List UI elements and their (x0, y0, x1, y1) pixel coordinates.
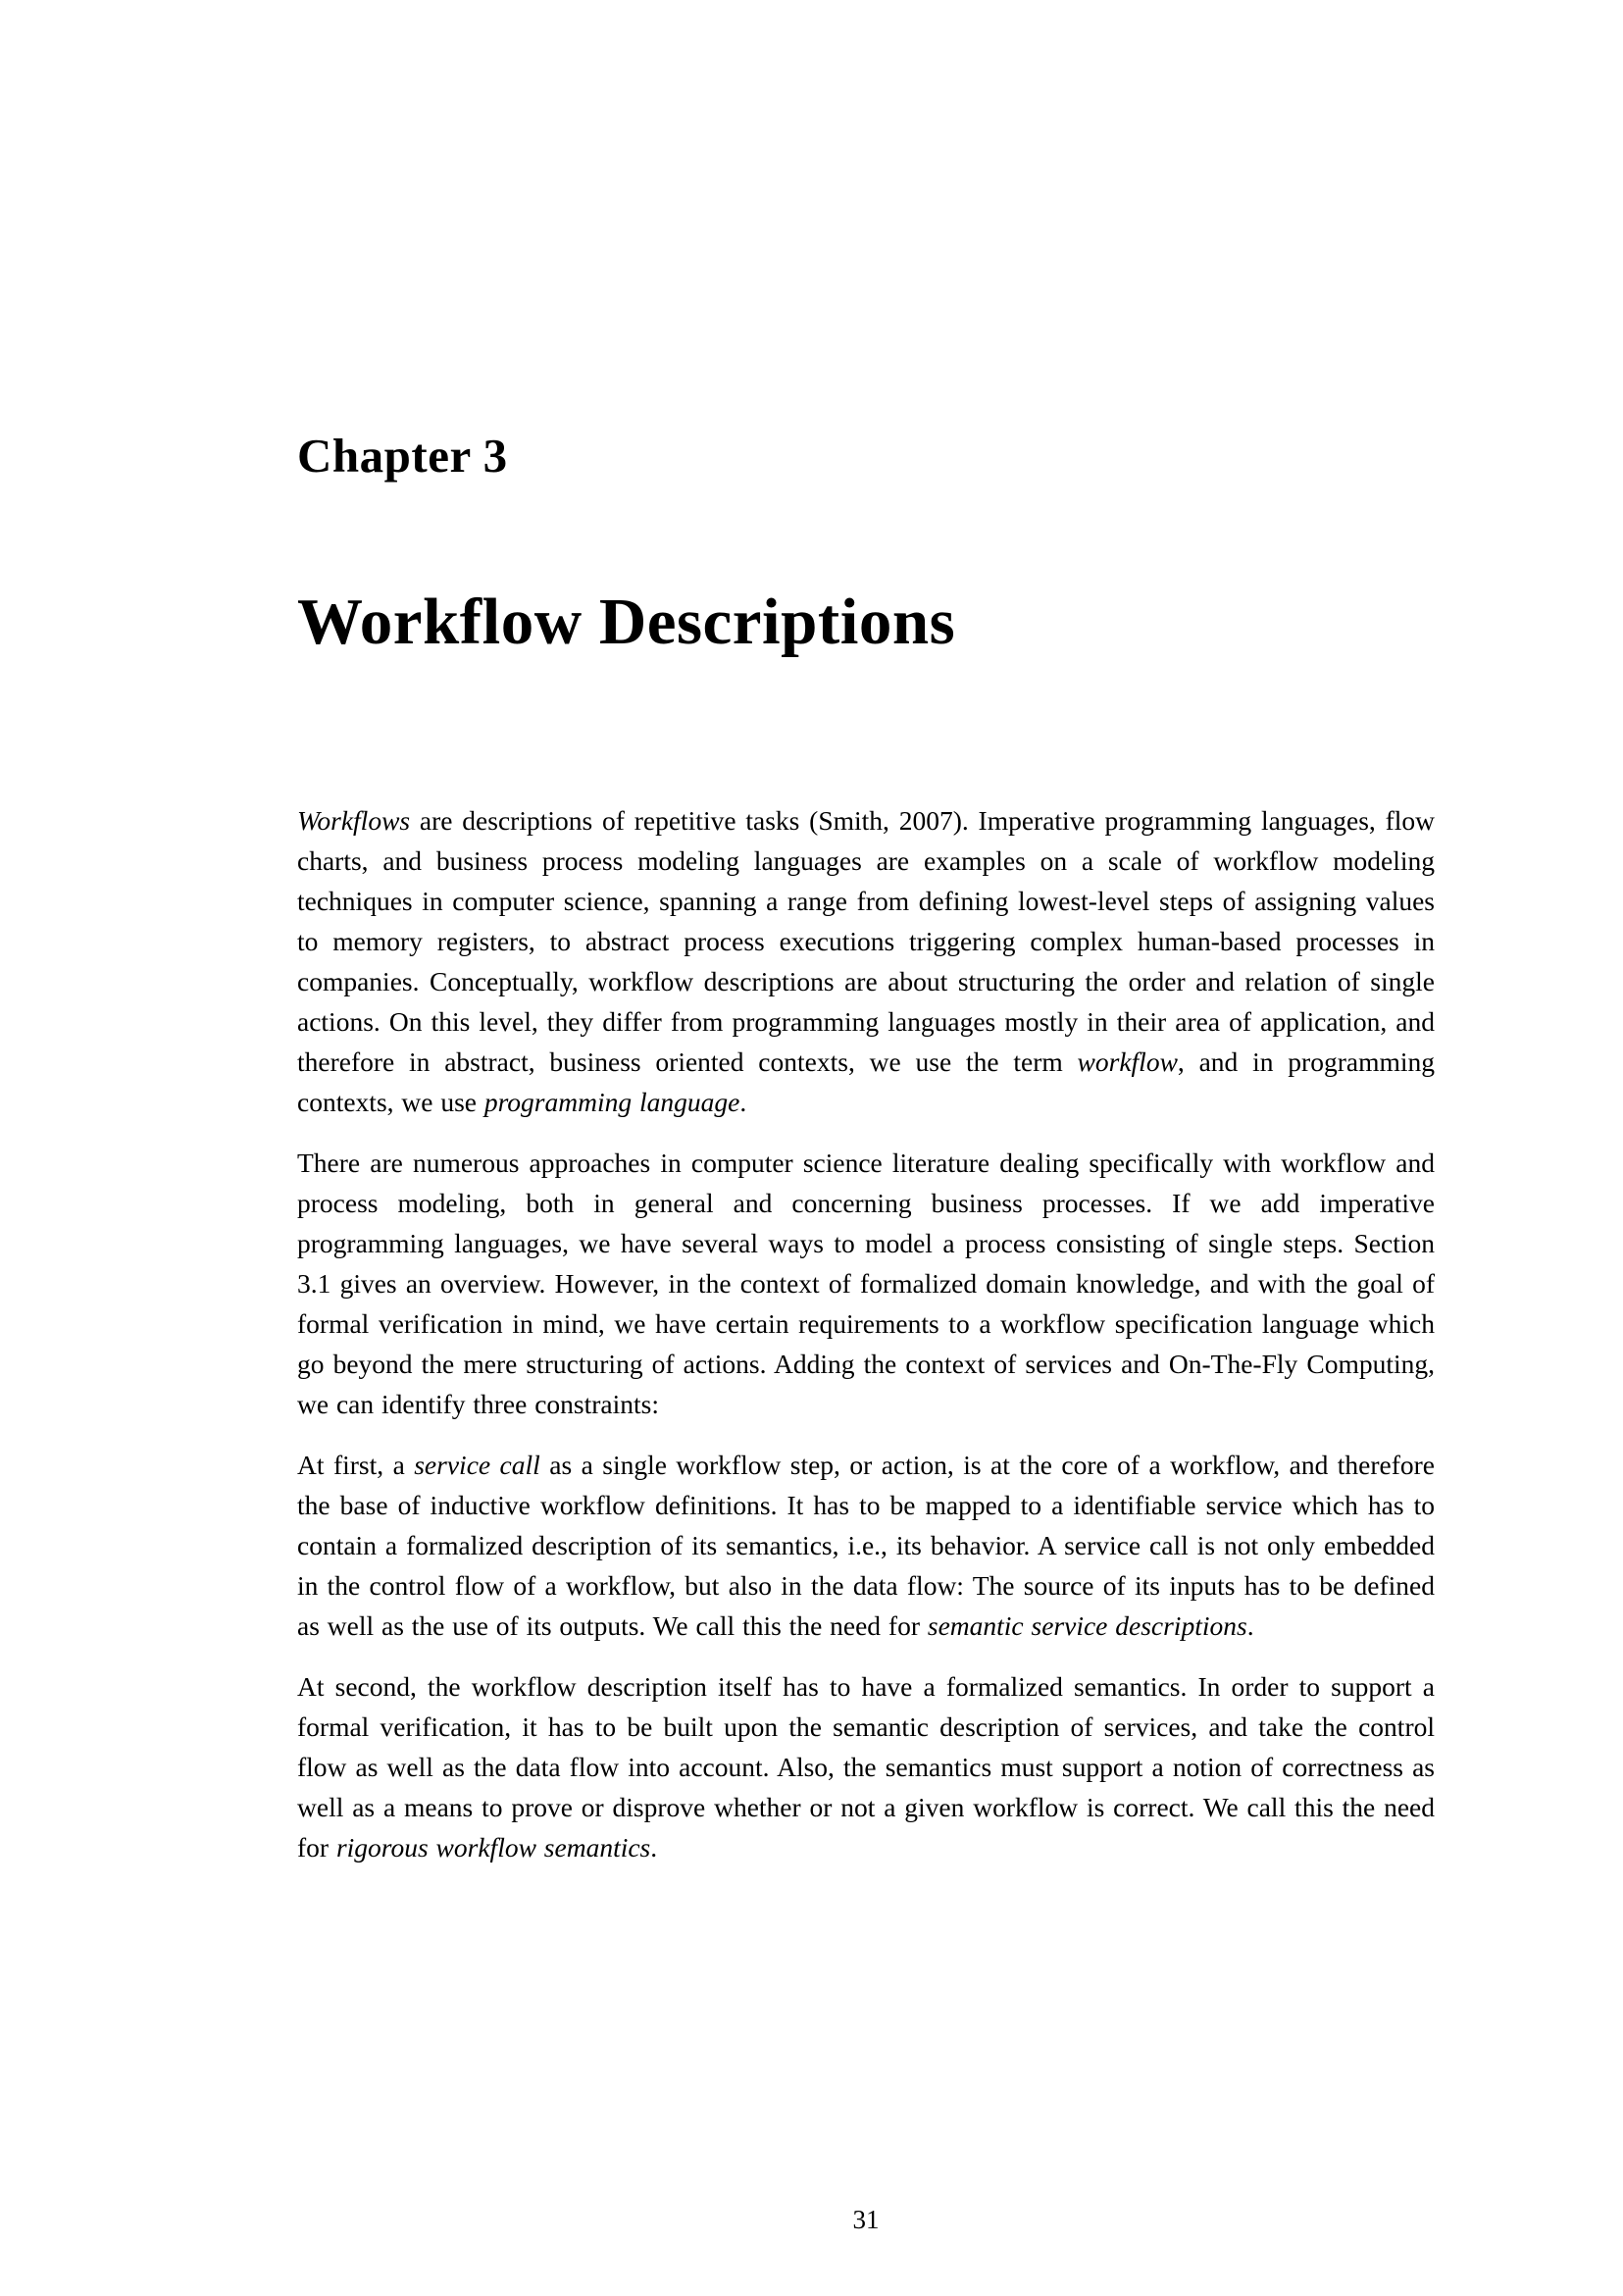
chapter-title-heading: Workflow Descriptions (297, 586, 956, 658)
chapter-body (297, 800, 1435, 1867)
paragraph-intro: Workflows are descriptions of repetitive tasks (Smith, 2007). Imperative programming languages, flow charts, and business process modeling languages are examples on a scale of workflow modeling techniques in computer science, spanning a range from defining lowest-level steps of assigning values to memory registers, to abstract process executions triggering complex human-based processes in companies. Conceptually, workflow descriptions are about structuring the order and relation of single actions. On this level, they differ from programming languages mostly in their area of application, and therefore in abstract, business oriented contexts, we use the term workflow, and in programming contexts, we use programming language. (297, 805, 1435, 1117)
page-number: 31 (852, 2205, 880, 2234)
text-block (297, 429, 1436, 1888)
paragraph-first-constraint: At first, a service call as a single workflow step, or action, is at the core of a workflow, and therefore the base of inductive workflow definitions. It has to be mapped to a identifiable service which has to contain a formalized description of its semantics, i.e., its behavior. A service call is not only embedded in the control flow of a workflow, but also in the data flow: The source of its inputs has to be defined as well as the use of its outputs. We call this the need for semantic service descriptions. (297, 1450, 1436, 1641)
paragraph-second-constraint: At second, the workflow description itself has to have a formalized semantics. In order to support a formal verification, it has to be built upon the semantic description of services, and take the control flow as well as the data flow into account. Also, the semantics must support a notion of correctness as well as a means to prove or disprove whether or not a given workflow is correct. We call this the need for rigorous workflow semantics. (297, 1671, 1435, 1862)
chapter-number-heading: Chapter 3 (297, 429, 508, 483)
paragraph-approaches: There are numerous approaches in computer science literature dealing specifically with workflow and process modeling, both in general and concerning business processes. If we add imperative programming languages, we have several ways to model a process consisting of single steps. Section 3.1 gives an overview. However, in the context of formalized domain knowledge, and with the goal of formal verification in mind, we have certain requirements to a workflow specification language which go beyond the mere structuring of actions. Adding the context of services and On-The-Fly Computing, we can identify three constraints: (297, 1148, 1435, 1419)
